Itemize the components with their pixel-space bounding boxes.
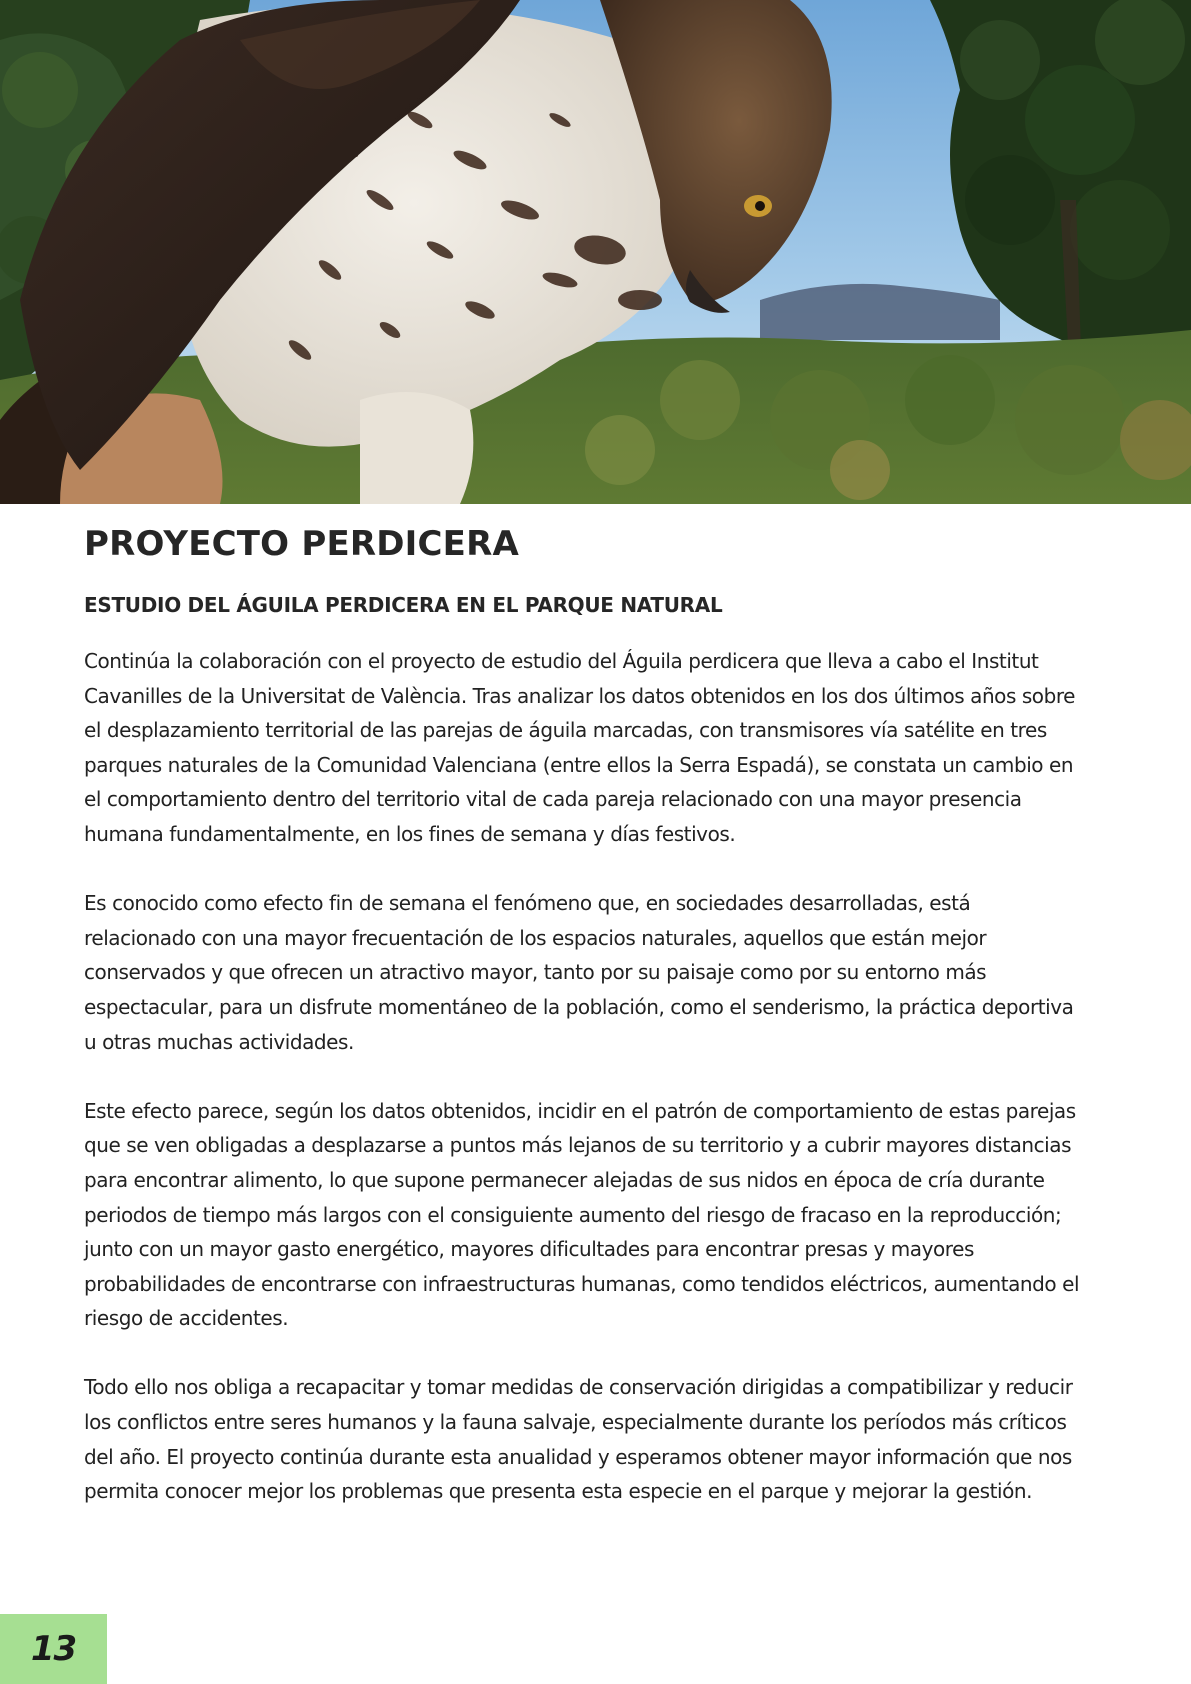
page-subtitle: ESTUDIO DEL ÁGUILA PERDICERA EN EL PARQUE NATURAL <box>84 593 723 617</box>
paragraph-2: Es conocido como efecto fin de semana el fenómeno que, en sociedades desarrolladas, está relacionado con una mayor frecuentación de los espacios naturales, aquellos que están mejor conservados y que ofrecen un atractivo mayor, tanto por su paisaje como por su entorno más espectacular, para un disfrute momentáneo de la población, como el senderismo, la práctica deportiva u otras muchas actividades. <box>84 891 1074 1054</box>
eagle-photo-illustration <box>0 0 1191 504</box>
hero-photo <box>0 0 1191 504</box>
page-number: 13 <box>30 1629 77 1669</box>
paragraph-4: Todo ello nos obliga a recapacitar y tomar medidas de conservación dirigidas a compatibilizar y reducir los conflictos entre seres humanos y la fauna salvaje, especialmente durante los períodos más críticos del año. El proyecto continúa durante esta anualidad y esperamos obtener mayor información que nos permita conocer mejor los problemas que presenta esta especie en el parque y mejorar la gestión. <box>84 1375 1073 1504</box>
paragraph-1: Continúa la colaboración con el proyecto de estudio del Águila perdicera que lleva a cabo el Institut Cavanilles de la Universitat de València. Tras analizar los datos obtenidos en los dos últimos años sobre el desplazamiento territorial de las parejas de águila marcadas, con transmisores vía satélite en tres parques naturales de la Comunidad Valenciana (entre ellos la Serra Espadá), se constata un cambio en el comportamiento dentro del territorio vital de cada pareja relacionado con una mayor presencia humana fundamentalmente, en los fines de semana y días festivos. <box>84 649 1076 846</box>
paragraph-3: Este efecto parece, según los datos obtenidos, incidir en el patrón de comportamiento de estas parejas que se ven obligadas a desplazarse a puntos más lejanos de su territorio y a cubrir mayores distancias para encontrar alimento, lo que supone permanecer alejadas de sus nidos en época de cría durante periodos de tiempo más largos con el consiguiente aumento del riesgo de fracaso en la reproducción; junto con un mayor gasto energético, mayores dificultades para encontrar presas y mayores probabilidades de encontrarse con infraestructuras humanas, como tendidos eléctricos, aumentando el riesgo de accidentes. <box>84 1098 1080 1331</box>
page-number-badge <box>0 1614 107 1684</box>
article <box>84 520 1084 1543</box>
page-title: PROYECTO PERDICERA <box>84 524 519 564</box>
